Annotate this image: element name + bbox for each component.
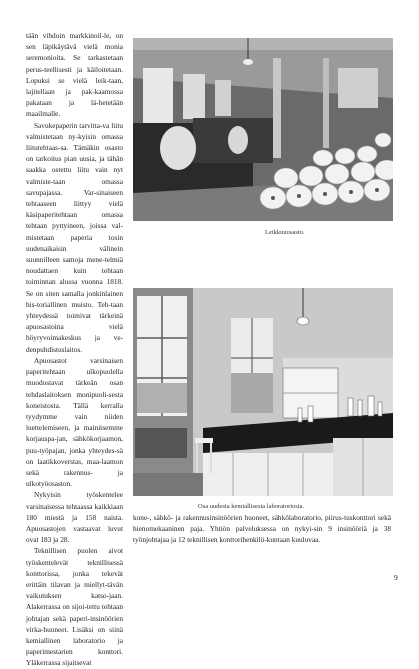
photo-caption: Osa uudesta kemiallisesta laboratoriosta. [198,503,305,510]
left-text-column [26,30,123,669]
paragraph: tään vihdoin markkinoil-le, on sen läpikäytävä vielä monia seremonioita. Se tarkastetaan perus-teellisesti ja käiloitetaan. Lopuksi se vielä leik-taan, lajitellaan ja pak-kaamossa pakataan ja lä-hetetään maailmalle. [26,31,123,119]
laboratory-photo [133,288,393,496]
photo-caption: Leikkuuosasto. [265,229,305,236]
paragraph: Nykyisin työskentelee varsinaisessa tehtaassa kaikkiaan 180 miestä ja 158 naista. Apuosastojen vastaavat luvut ovat 183 ja 28. [26,490,123,545]
cutting-department-photo [133,38,393,221]
paragraph: Teknillisen puolen aivot työskentelevät teknillisessä konttorissa, jonka tekevät erittäin tilavan ja miellyt-tävän vaikutuksen katso-jaan. Alakerrassa on sijoi-tettu tehtaan johtajan sekä paperi-insinöörien virka-huoneet. Lisäksi on siinä kemiallinen laboratorio ja paperimestarien konttori. Yläkerrassa sijaitsevat [26,546,123,668]
bottom-paragraph: kone-, sähkö- ja rakennusinsinöörien huoneet, sähkölaboratorio, piirus-tuskonttori sekä hienomekaaninen paja. Yhtiön palveluksessa on nykyi-sin 9 insinööriä ja 38 työnjohtajaa ja 12 teknillisen konttorihenkilö-kuntaan kuuluvaa. [133,513,391,545]
page-number: 9 [394,573,398,582]
paragraph: Apuosastot varsinaisen paperitehtaan ulkopuolella muodostavat tärkeän osan tehdaslaitoksen monipuoli-sesta koneistosta. Tällä kerralla tyydymme vain niiden luettelemiseen, ja mainitsemme korjauspa-jan, sähkökorjaamon, puu-työpajan, jonka yhteydes-sä on laatikkoverstas, maa-laamon sekä rakennus- ja ulkotyöosaston. [26,355,123,489]
paragraph: Savukepaperin tarvitta-va liitu valmistetaan ny-kyisin omassa liitutehtaas-sa. Tämäkin osasto on tarkoitus pian uusia, ja tähän saakka ostettu liitu vain nyt valmiste-taan omassa savupajassa. Var-sinaiseen tehtaaseen liittyy vielä käsipaperitehtaan omassa tehtaan pyttyineen, joissa val-mistetaan paperia tosin uudenaikaisin välinein suunnilleen samoja mene-telmiä noudattaen kuin tehtaan toiminnan alussa vuonna 1818. Se on siten samalla jonkinlainen his-toriallinen muisto. Teh-taan yhteydessä toimivat tärkeinä apuosastoina vielä höyryvoimakeskus ja ve-denpuhdistuslaitos. [26,120,123,354]
